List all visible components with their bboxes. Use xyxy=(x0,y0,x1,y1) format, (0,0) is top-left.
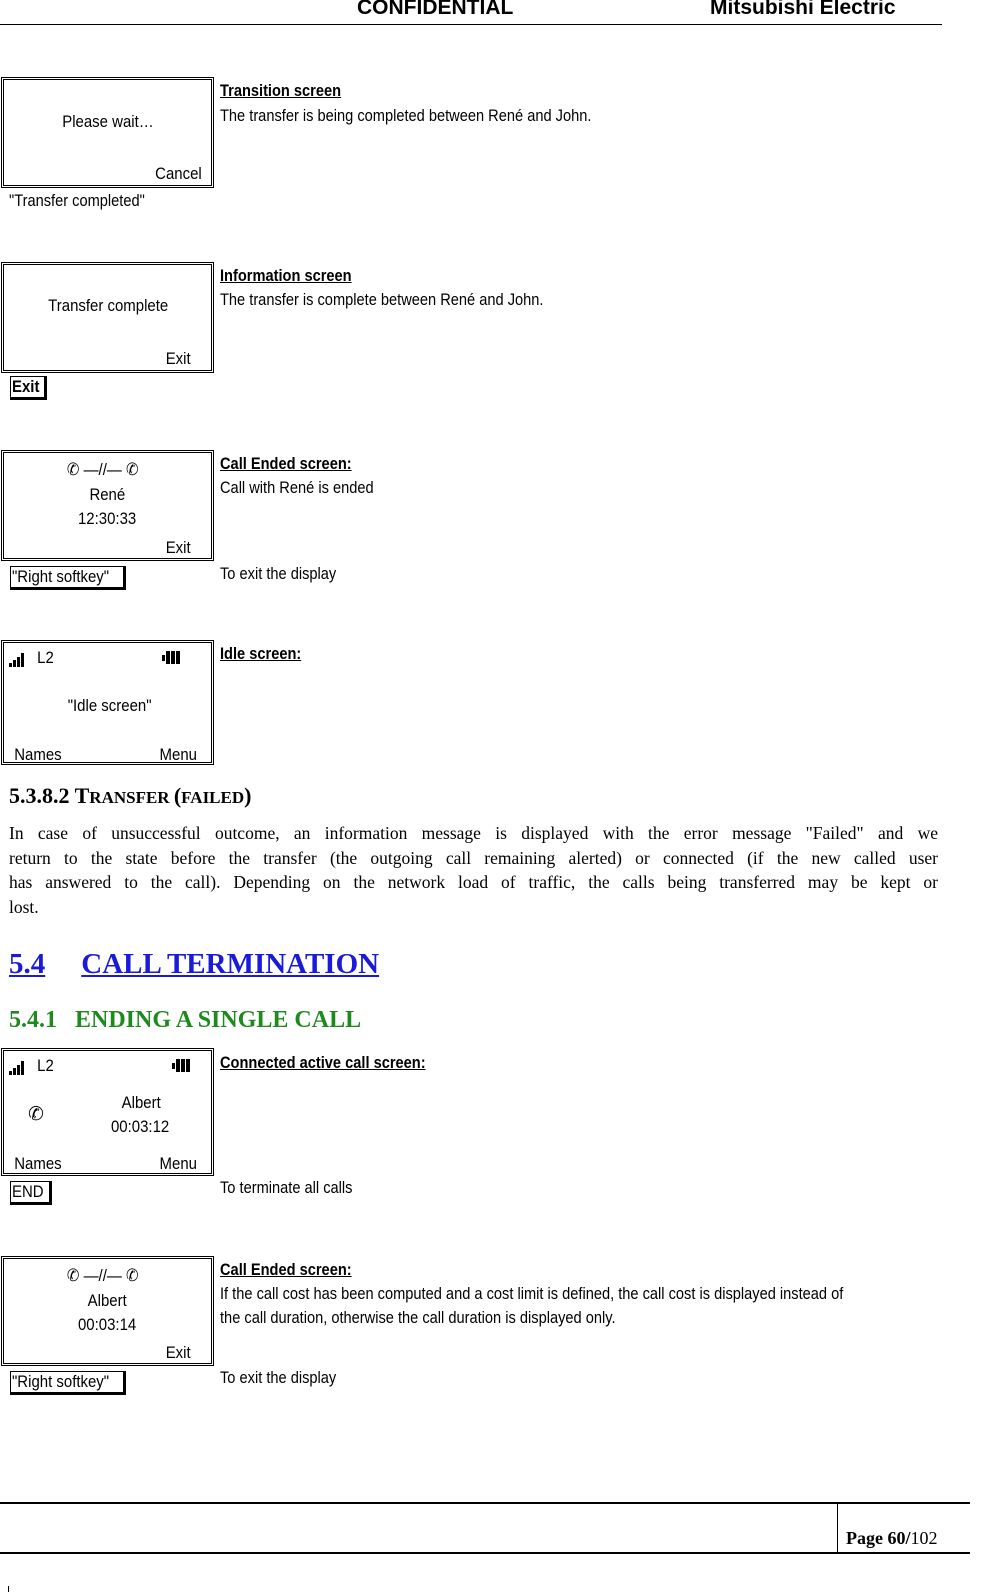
key-right-softkey[interactable]: "Right softkey" xyxy=(10,1371,126,1395)
call-time: 12:30:33 xyxy=(77,509,137,528)
caller-name: Albert xyxy=(87,1291,127,1310)
title-idle-screen: Idle screen: xyxy=(220,644,302,663)
phone-screen-idle xyxy=(1,640,214,765)
line-indicator: L2 xyxy=(37,1056,54,1075)
softkey-cancel[interactable]: Cancel xyxy=(155,164,202,183)
title-transition-screen: Transition screen xyxy=(220,81,342,100)
title-connected-call-screen: Connected active call screen: xyxy=(220,1053,426,1072)
signal-bars-icon xyxy=(9,1057,25,1075)
key-end[interactable]: END xyxy=(10,1181,52,1205)
desc-call-cost-line2: the call duration, otherwise the call duration is displayed only. xyxy=(220,1308,616,1327)
battery-icon xyxy=(172,1057,190,1075)
caller-name: René xyxy=(89,485,126,504)
footer-mark xyxy=(8,1586,9,1592)
title-call-ended-screen: Call Ended screen: xyxy=(220,454,352,473)
phone-screen-connected-call xyxy=(1,1048,214,1176)
desc-call-ended: Call with René is ended xyxy=(220,478,374,497)
footer-page-number: Page 60/102 xyxy=(846,1528,938,1548)
key-exit[interactable]: Exit xyxy=(10,376,47,400)
phone-icon: ✆ xyxy=(28,1103,44,1125)
action-exit-display: To exit the display xyxy=(220,564,337,583)
action-exit-display: To exit the display xyxy=(220,1368,337,1387)
screen-text-transfer-complete: Transfer complete xyxy=(48,296,169,315)
header-rule xyxy=(0,24,942,25)
footer-divider xyxy=(837,1504,838,1552)
phone-screen-call-ended-albert xyxy=(1,1256,214,1366)
title-call-ended-screen: Call Ended screen: xyxy=(220,1260,352,1279)
softkey-names[interactable]: Names xyxy=(14,745,62,764)
desc-transition-screen: The transfer is being completed between René and John. xyxy=(220,106,592,125)
phone-screen-transfer-complete xyxy=(1,262,214,373)
softkey-exit[interactable]: Exit xyxy=(165,1343,191,1362)
header-confidential: CONFIDENTIAL xyxy=(357,0,514,19)
signal-bars-icon xyxy=(9,649,25,667)
softkey-exit[interactable]: Exit xyxy=(165,349,191,368)
line-indicator: L2 xyxy=(37,648,54,667)
phone-screen-call-ended-rene xyxy=(1,450,214,561)
paragraph-transfer-failed: In case of unsuccessful outcome, an information message is displayed with the error message "Failed" and we return to the state before the transfer (the outgoing call remaining alerted) or connected (if the new called user has answered to the call). Depending on the network load of traffic, the calls being transferred may be kept or lost. xyxy=(9,823,938,917)
desc-call-cost-line1: If the call cost has been computed and a cost limit is defined, the call cost is displayed instead of xyxy=(220,1284,844,1303)
call-duration: 00:03:14 xyxy=(77,1315,137,1334)
softkey-exit[interactable]: Exit xyxy=(165,538,191,557)
battery-icon xyxy=(162,649,180,667)
call-ended-icons: ✆ —//— ✆ xyxy=(66,460,139,479)
key-right-softkey[interactable]: "Right softkey" xyxy=(10,566,126,590)
desc-information-screen: The transfer is complete between René and John. xyxy=(220,290,544,309)
heading-5-3-8-2: 5.3.8.2 TRANSFER (FAILED) xyxy=(9,783,252,808)
softkey-menu[interactable]: Menu xyxy=(159,745,197,764)
title-information-screen: Information screen xyxy=(220,266,352,285)
call-duration: 00:03:12 xyxy=(110,1117,170,1136)
heading-5-4-1: 5.4.1 ENDING A SINGLE CALL xyxy=(9,1007,362,1033)
caption-transfer-completed: "Transfer completed" xyxy=(9,191,145,210)
softkey-names[interactable]: Names xyxy=(14,1154,62,1173)
header-company: Mitsubishi Electric xyxy=(710,0,896,19)
softkey-menu[interactable]: Menu xyxy=(159,1154,197,1173)
call-ended-icons: ✆ —//— ✆ xyxy=(66,1266,139,1285)
heading-5-4: 5.4 CALL TERMINATION xyxy=(9,948,380,980)
idle-screen-text: "Idle screen" xyxy=(67,696,152,715)
phone-screen-please-wait xyxy=(1,77,214,188)
action-terminate-calls: To terminate all calls xyxy=(220,1178,353,1197)
caller-name: Albert xyxy=(121,1093,161,1112)
footer-box xyxy=(0,1502,970,1554)
screen-text-please-wait: Please wait… xyxy=(62,112,154,131)
